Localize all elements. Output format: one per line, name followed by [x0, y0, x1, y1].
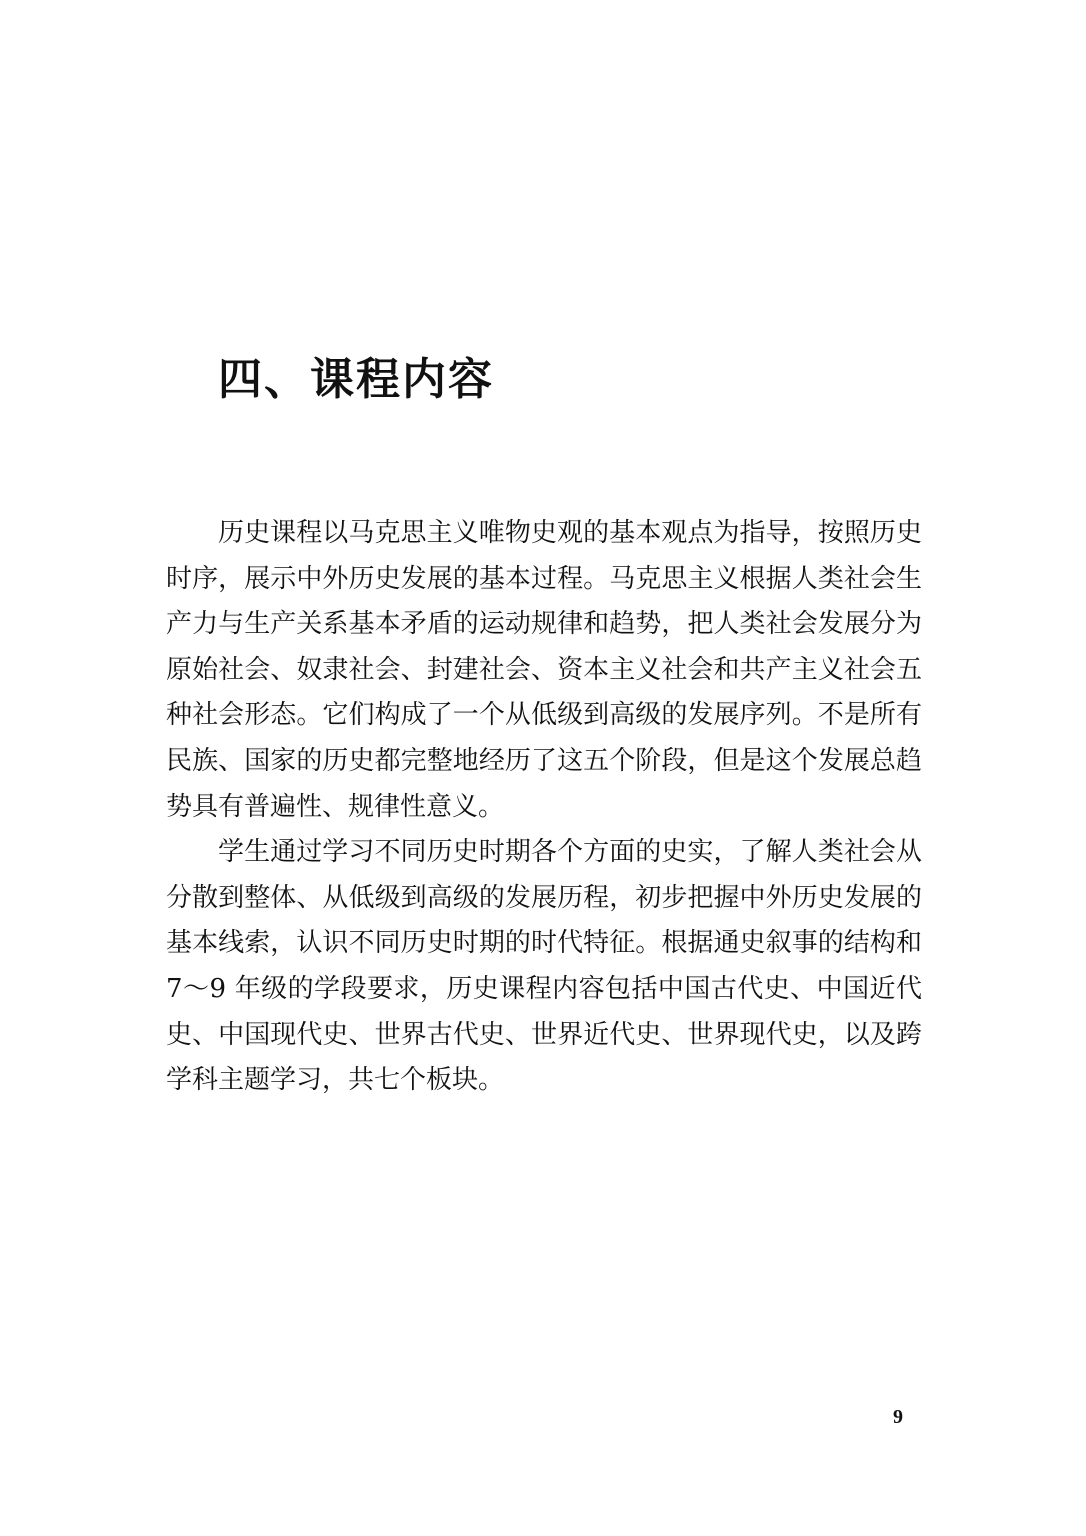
- paragraph-1: 历史课程以马克思主义唯物史观的基本观点为指导，按照历史时序，展示中外历史发展的基本过程。马克思主义根据人类社会生产力与生产关系基本矛盾的运动规律和趋势，把人类社会发展分为原始社会、奴隶社会、封建社会、资本主义社会和共产主义社会五种社会形态。它们构成了一个从低级到高级的发展序列。不是所有民族、国家的历史都完整地经历了这五个阶段，但是这个发展总趋势具有普遍性、规律性意义。: [166, 518, 922, 822]
- body-text: [166, 511, 922, 1104]
- section-title: 四、课程内容: [218, 354, 494, 405]
- paragraph-2: 学生通过学习不同历史时期各个方面的史实，了解人类社会从分散到整体、从低级到高级的发展历程，初步把握中外历史发展的基本线索，认识不同历史时期的时代特征。根据通史叙事的结构和 7～9 年级的学段要求，历史课程内容包括中国古代史、中国近代史、中国现代史、世界古代史、世界近代史、世界现代史，以及跨学科主题学习，共七个板块。: [166, 837, 922, 1096]
- page-number: 9: [893, 1406, 903, 1428]
